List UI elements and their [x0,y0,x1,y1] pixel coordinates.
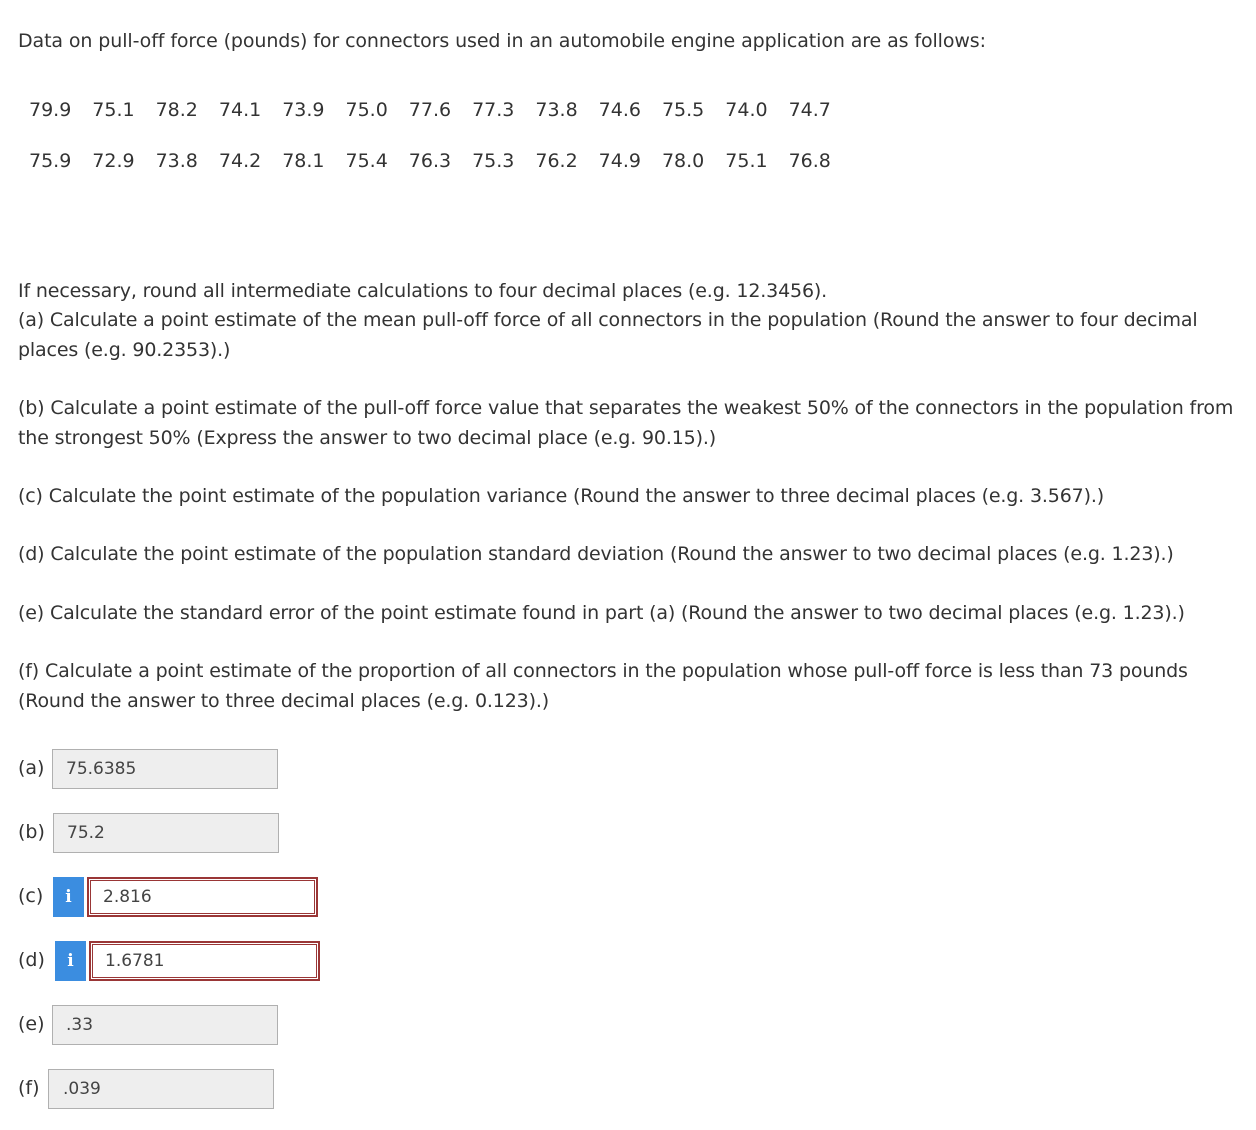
data-row-2 [29,150,852,172]
data-value: 73.8 [155,150,198,172]
data-value: 77.3 [472,99,515,121]
data-value: 75.1 [725,150,768,172]
data-row-1 [29,99,852,121]
data-value: 76.2 [535,150,578,172]
question-c: (c) Calculate the point estimate of the population variance (Round the answer to three decimal places (e.g. 3.567).) [18,485,1105,507]
data-value: 75.0 [345,99,388,121]
data-value: 72.9 [92,150,135,172]
answer-input-a[interactable]: 75.6385 [52,749,278,789]
data-value: 76.3 [408,150,452,172]
info-icon[interactable]: i [55,941,86,981]
data-value: 75.3 [472,150,515,172]
data-value: 78.1 [282,150,325,172]
data-value: 73.9 [282,99,325,121]
info-icon[interactable]: i [53,877,84,917]
answer-input-c[interactable]: 2.816 [87,877,318,917]
question-b: (b) Calculate a point estimate of the pull-off force value that separates the weakest 50% of the connectors in the population from the strongest 50% (Express the answer to two decimal place (e.g. 90.15).) [18,397,1234,449]
data-value: 74.6 [598,99,641,121]
data-value: 74.9 [598,150,641,172]
data-value: 74.1 [218,99,262,121]
data-value: 75.9 [29,150,72,172]
answer-label-f: (f) [18,1077,40,1099]
answer-label-e: (e) [18,1013,45,1035]
answer-label-c: (c) [18,885,44,907]
question-f: (f) Calculate a point estimate of the proportion of all connectors in the population whose pull-off force is less than 73 pounds (Round the answer to three decimal places (e.g. 0.123).) [18,660,1188,712]
data-value: 75.1 [92,99,135,121]
answer-input-f[interactable]: .039 [48,1069,274,1109]
data-value: 73.8 [535,99,578,121]
answer-input-e[interactable]: .33 [52,1005,278,1045]
data-value: 78.2 [155,99,198,121]
answer-label-b: (b) [18,821,45,843]
problem-intro: Data on pull-off force (pounds) for connectors used in an automobile engine application are as follows: [18,30,986,52]
answer-input-b[interactable]: 75.2 [53,813,279,853]
question-e: (e) Calculate the standard error of the point estimate found in part (a) (Round the answer to two decimal places (e.g. 1.23).) [18,602,1185,624]
answer-input-d[interactable]: 1.6781 [89,941,320,981]
question-a: (a) Calculate a point estimate of the mean pull-off force of all connectors in the population (Round the answer to four decimal places (e.g. 90.2353).) [18,309,1198,361]
data-value: 76.8 [788,150,831,172]
answer-label-a: (a) [18,757,45,779]
data-value: 74.2 [218,150,262,172]
data-value: 74.7 [788,99,831,121]
data-value: 75.4 [345,150,388,172]
data-value: 78.0 [661,150,705,172]
data-value: 77.6 [408,99,452,121]
question-d: (d) Calculate the point estimate of the population standard deviation (Round the answer to two decimal places (e.g. 1.23).) [18,543,1174,565]
data-value: 74.0 [725,99,768,121]
data-value: 75.5 [661,99,705,121]
rounding-instruction: If necessary, round all intermediate calculations to four decimal places (e.g. 12.3456). [18,280,828,302]
data-value: 79.9 [29,99,72,121]
answer-label-d: (d) [18,949,45,971]
